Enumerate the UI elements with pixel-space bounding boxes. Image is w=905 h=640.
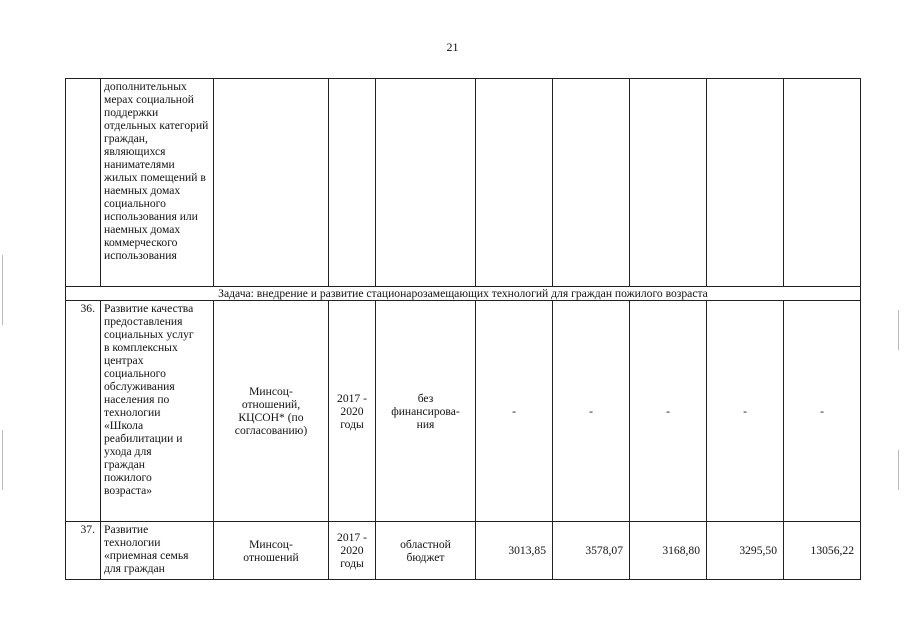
row-number: 37.	[66, 522, 101, 580]
table-row-continuation	[66, 79, 861, 287]
value-total: -	[784, 301, 861, 522]
value-total: 13056,22	[784, 522, 861, 580]
cell-value	[784, 79, 861, 287]
value-2020: 3295,50	[707, 522, 784, 580]
executor: Минсоц- отношений	[214, 522, 329, 580]
scan-edge-mark	[898, 310, 899, 350]
page-number: 21	[446, 40, 459, 54]
cell-value	[630, 79, 707, 287]
value-2017: -	[476, 301, 553, 522]
cell-name: дополнительных мерах социальной поддержки отдельных категорий граждан, являющихся нанимателями жилых помещений в наемных домах социального использования или наемных домах коммерческого использования	[101, 79, 214, 287]
table-row	[66, 522, 861, 580]
cell-value	[476, 79, 553, 287]
row-number: 36.	[66, 301, 101, 522]
period: 2017 - 2020 годы	[329, 301, 376, 522]
cell-value	[553, 79, 630, 287]
executor: Минсоц- отношений, КЦСОН* (по согласованию)	[214, 301, 329, 522]
program-table	[65, 78, 861, 580]
funding-source: областной бюджет	[376, 522, 476, 580]
cell-num	[66, 79, 101, 287]
cell-source	[376, 79, 476, 287]
activity-name: Развитие качества предоставления социальных услуг в комплексных центрах социального обслуживания населения по технологии «Школа реабилитации и ухода для граждан пожилого возраста»	[101, 301, 214, 522]
funding-source: без финансирова- ния	[376, 301, 476, 522]
value-2017: 3013,85	[476, 522, 553, 580]
value-2018: 3578,07	[553, 522, 630, 580]
activity-name: Развитие технологии «приемная семья для граждан	[101, 522, 214, 580]
scan-edge-mark	[2, 255, 3, 325]
table-row	[66, 301, 861, 522]
value-2019: 3168,80	[630, 522, 707, 580]
value-2020: -	[707, 301, 784, 522]
task-heading: Задача: внедрение и развитие стационарозамещающих технологий для граждан пожилого возраста	[66, 287, 861, 301]
scan-edge-mark	[898, 450, 899, 490]
value-2018: -	[553, 301, 630, 522]
cell-period	[329, 79, 376, 287]
cell-executor	[214, 79, 329, 287]
period: 2017 - 2020 годы	[329, 522, 376, 580]
scan-edge-mark	[2, 430, 3, 490]
value-2019: -	[630, 301, 707, 522]
task-heading-row	[66, 287, 861, 301]
cell-value	[707, 79, 784, 287]
